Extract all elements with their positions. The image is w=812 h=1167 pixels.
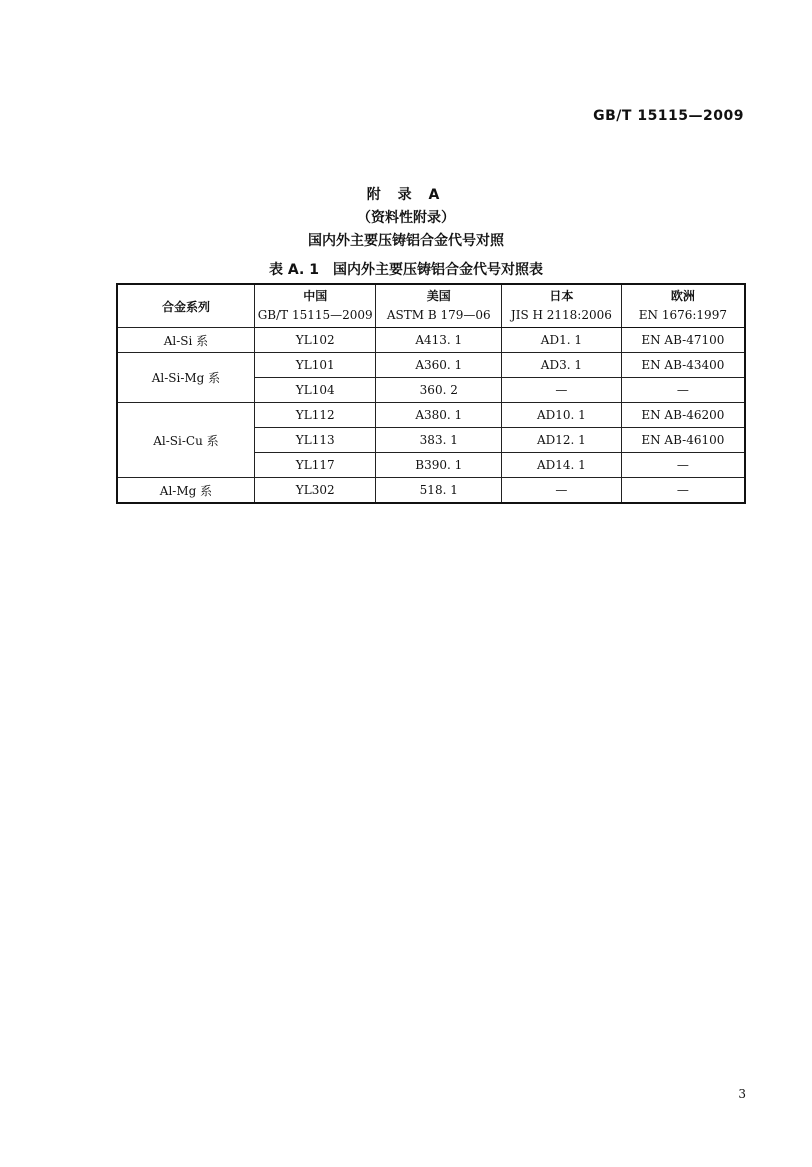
header-japan: 日本 <box>502 284 622 306</box>
appendix-type: （资料性附录） <box>357 210 455 226</box>
header-china: 中国 <box>254 284 376 306</box>
table-row <box>117 353 745 378</box>
europe-cell: EN AB-47100 <box>621 328 745 353</box>
japan-cell: — <box>502 478 622 504</box>
alloy-comparison-table <box>116 283 746 504</box>
usa-cell: A380. 1 <box>376 403 502 428</box>
appendix-name: 国内外主要压铸铝合金代号对照 <box>308 233 504 249</box>
header-china-std: GB/T 15115—2009 <box>254 306 376 328</box>
series-cell: Al-Si-Cu 系 <box>117 403 254 478</box>
usa-cell: 383. 1 <box>376 428 502 453</box>
japan-cell: AD14. 1 <box>502 453 622 478</box>
europe-cell: EN AB-43400 <box>621 353 745 378</box>
europe-cell: — <box>621 453 745 478</box>
japan-cell: AD3. 1 <box>502 353 622 378</box>
table-caption-number: 表 A. 1 <box>269 262 319 278</box>
china-cell: YL102 <box>254 328 376 353</box>
japan-cell: — <box>502 378 622 403</box>
page-number: 3 <box>738 1087 746 1101</box>
china-cell: YL302 <box>254 478 376 504</box>
table-caption-title: 国内外主要压铸铝合金代号对照表 <box>332 262 543 278</box>
china-cell: YL104 <box>254 378 376 403</box>
header-usa-std: ASTM B 179—06 <box>376 306 502 328</box>
standard-code: GB/T 15115—2009 <box>593 108 744 124</box>
series-cell: Al-Si-Mg 系 <box>117 353 254 403</box>
series-cell: Al-Mg 系 <box>117 478 254 504</box>
table-row <box>117 478 745 504</box>
header-europe: 欧洲 <box>621 284 745 306</box>
usa-cell: A360. 1 <box>376 353 502 378</box>
japan-cell: AD10. 1 <box>502 403 622 428</box>
header-series: 合金系列 <box>117 284 254 328</box>
usa-cell: A413. 1 <box>376 328 502 353</box>
china-cell: YL113 <box>254 428 376 453</box>
japan-cell: AD12. 1 <box>502 428 622 453</box>
usa-cell: 518. 1 <box>376 478 502 504</box>
usa-cell: B390. 1 <box>376 453 502 478</box>
europe-cell: — <box>621 478 745 504</box>
table-row <box>117 403 745 428</box>
europe-cell: EN AB-46200 <box>621 403 745 428</box>
usa-cell: 360. 2 <box>376 378 502 403</box>
china-cell: YL101 <box>254 353 376 378</box>
japan-cell: AD1. 1 <box>502 328 622 353</box>
table-caption <box>0 259 812 279</box>
header-japan-std: JIS H 2118:2006 <box>502 306 622 328</box>
header-usa: 美国 <box>376 284 502 306</box>
appendix-title: 附 录 A <box>366 187 446 203</box>
europe-cell: EN AB-46100 <box>621 428 745 453</box>
header-europe-std: EN 1676:1997 <box>621 306 745 328</box>
series-cell: Al-Si 系 <box>117 328 254 353</box>
table-row <box>117 328 745 353</box>
appendix-heading <box>0 184 812 253</box>
china-cell: YL117 <box>254 453 376 478</box>
europe-cell: — <box>621 378 745 403</box>
china-cell: YL112 <box>254 403 376 428</box>
